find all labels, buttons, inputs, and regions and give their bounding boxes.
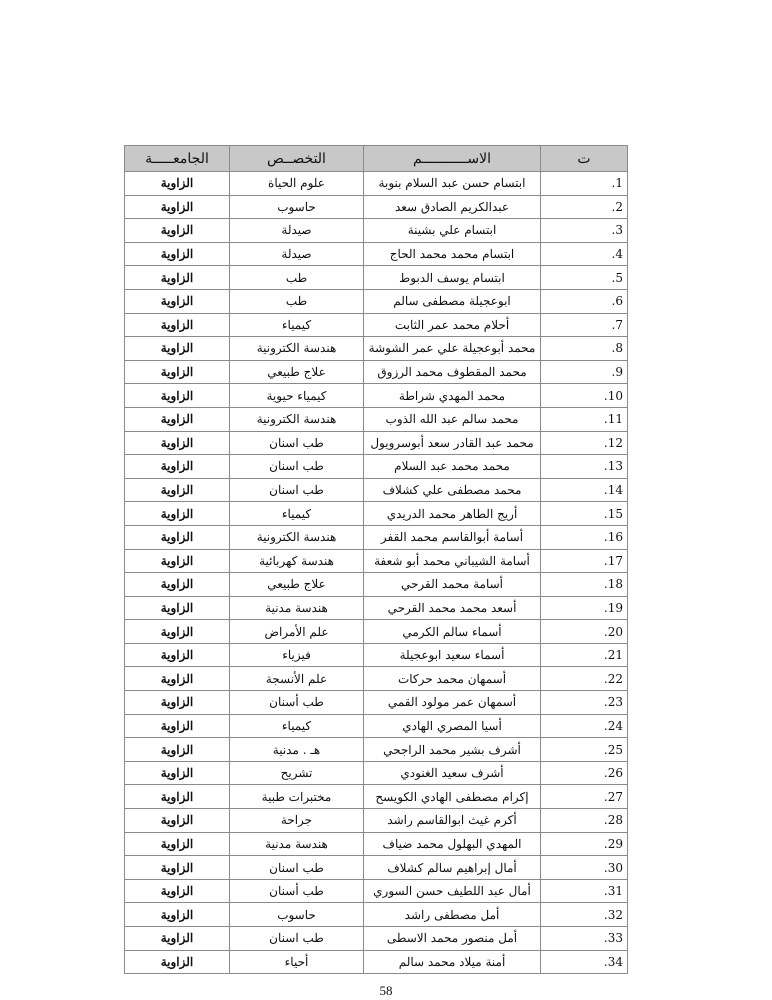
row-name: أكرم غيث ابوالقاسم راشد (364, 809, 541, 833)
row-number: 13. (541, 455, 628, 479)
row-number: 28. (541, 809, 628, 833)
row-name: أسعد محمد محمد القرحي (364, 596, 541, 620)
header-specialty: التخصــص (230, 146, 364, 172)
row-number: 33. (541, 927, 628, 951)
row-university: الزاوية (125, 502, 230, 526)
row-university: الزاوية (125, 785, 230, 809)
row-name: أشرف بشير محمد الراجحي (364, 738, 541, 762)
row-university: الزاوية (125, 455, 230, 479)
page-number: 58 (379, 983, 393, 998)
row-specialty: صيدلة (230, 242, 364, 266)
row-specialty: حاسوب (230, 195, 364, 219)
row-university: الزاوية (125, 360, 230, 384)
row-university: الزاوية (125, 620, 230, 644)
table-row (125, 667, 628, 691)
row-number: 20. (541, 620, 628, 644)
table-row (125, 879, 628, 903)
row-number: 19. (541, 596, 628, 620)
row-specialty: طب اسنان (230, 856, 364, 880)
row-specialty: علاج طبيعي (230, 360, 364, 384)
row-university: الزاوية (125, 525, 230, 549)
table-row (125, 761, 628, 785)
row-university: الزاوية (125, 431, 230, 455)
row-number: 14. (541, 478, 628, 502)
row-name: أحلام محمد عمر الثابت (364, 313, 541, 337)
row-name: أمال إبراهيم سالم كشلاف (364, 856, 541, 880)
row-name: محمد سالم عبد الله الذوب (364, 407, 541, 431)
table-row (125, 549, 628, 573)
row-name: محمد المقطوف محمد الرزوق (364, 360, 541, 384)
row-name: ابتسام علي بشينة (364, 219, 541, 243)
row-number: 16. (541, 525, 628, 549)
row-name: ابتسام محمد محمد الحاج (364, 242, 541, 266)
row-specialty: هندسة مدنية (230, 832, 364, 856)
row-specialty: هـ . مدنية (230, 738, 364, 762)
row-specialty: هندسة كهربائية (230, 549, 364, 573)
row-specialty: علاج طبيعي (230, 573, 364, 597)
table-row (125, 785, 628, 809)
row-university: الزاوية (125, 384, 230, 408)
row-name: أسمهان عمر مولود القمي (364, 691, 541, 715)
row-number: 1. (541, 172, 628, 196)
row-university: الزاوية (125, 596, 230, 620)
row-specialty: طب (230, 266, 364, 290)
row-specialty: أحياء (230, 950, 364, 974)
table-row (125, 714, 628, 738)
table-row (125, 289, 628, 313)
table-row (125, 596, 628, 620)
table-row (125, 950, 628, 974)
row-number: 12. (541, 431, 628, 455)
row-number: 15. (541, 502, 628, 526)
row-specialty: فيزياء (230, 643, 364, 667)
row-university: الزاوية (125, 478, 230, 502)
row-university: الزاوية (125, 903, 230, 927)
row-name: المهدي البهلول محمد ضياف (364, 832, 541, 856)
row-number: 6. (541, 289, 628, 313)
row-specialty: مختبرات طبية (230, 785, 364, 809)
table-row (125, 384, 628, 408)
row-name: محمد أبوعجيلة علي عمر الشوشة (364, 337, 541, 361)
header-university: الجامعـــــة (125, 146, 230, 172)
row-university: الزاوية (125, 856, 230, 880)
row-number: 10. (541, 384, 628, 408)
row-name: محمد عبد القادر سعد أبوسرويول (364, 431, 541, 455)
row-number: 29. (541, 832, 628, 856)
row-number: 23. (541, 691, 628, 715)
row-name: ابوعجيلة مصطفى سالم (364, 289, 541, 313)
row-number: 3. (541, 219, 628, 243)
row-university: الزاوية (125, 667, 230, 691)
row-specialty: علم الأنسجة (230, 667, 364, 691)
row-name: إكرام مصطفى الهادي الكويسح (364, 785, 541, 809)
row-name: أشرف سعيد الغنودي (364, 761, 541, 785)
row-name: أسمهان محمد حركات (364, 667, 541, 691)
table-row (125, 903, 628, 927)
row-specialty: هندسة الكترونية (230, 525, 364, 549)
table-row (125, 242, 628, 266)
row-name: أسماء سالم الكرمي (364, 620, 541, 644)
row-specialty: علم الأمراض (230, 620, 364, 644)
row-name: أريج الطاهر محمد الدريدي (364, 502, 541, 526)
row-number: 21. (541, 643, 628, 667)
row-name: أمال عبد اللطيف حسن السوري (364, 879, 541, 903)
row-name: أسامة أبوالقاسم محمد القفر (364, 525, 541, 549)
row-university: الزاوية (125, 832, 230, 856)
row-specialty: كيمياء (230, 313, 364, 337)
table-row (125, 455, 628, 479)
row-name: أمنة ميلاد محمد سالم (364, 950, 541, 974)
row-university: الزاوية (125, 738, 230, 762)
row-name: محمد محمد عبد السلام (364, 455, 541, 479)
row-number: 4. (541, 242, 628, 266)
row-university: الزاوية (125, 266, 230, 290)
table-row (125, 691, 628, 715)
row-number: 2. (541, 195, 628, 219)
row-specialty: طب اسنان (230, 478, 364, 502)
row-university: الزاوية (125, 573, 230, 597)
row-university: الزاوية (125, 879, 230, 903)
row-university: الزاوية (125, 714, 230, 738)
row-number: 8. (541, 337, 628, 361)
row-university: الزاوية (125, 691, 230, 715)
row-specialty: هندسة الكترونية (230, 337, 364, 361)
row-number: 30. (541, 856, 628, 880)
row-specialty: علوم الحياة (230, 172, 364, 196)
table-row (125, 195, 628, 219)
row-name: محمد المهدي شراطة (364, 384, 541, 408)
row-name: ابتسام حسن عبد السلام بنوبة (364, 172, 541, 196)
row-number: 22. (541, 667, 628, 691)
table-row (125, 809, 628, 833)
row-university: الزاوية (125, 195, 230, 219)
table-row (125, 407, 628, 431)
row-name: أسامة الشيباني محمد أبو شعفة (364, 549, 541, 573)
table-row (125, 738, 628, 762)
row-number: 11. (541, 407, 628, 431)
row-university: الزاوية (125, 549, 230, 573)
row-number: 34. (541, 950, 628, 974)
row-specialty: جراحة (230, 809, 364, 833)
row-specialty: طب (230, 289, 364, 313)
row-university: الزاوية (125, 313, 230, 337)
row-number: 25. (541, 738, 628, 762)
row-specialty: طب اسنان (230, 455, 364, 479)
row-specialty: طب اسنان (230, 927, 364, 951)
row-university: الزاوية (125, 643, 230, 667)
row-university: الزاوية (125, 289, 230, 313)
row-university: الزاوية (125, 337, 230, 361)
row-number: 18. (541, 573, 628, 597)
table-row (125, 266, 628, 290)
row-university: الزاوية (125, 809, 230, 833)
row-specialty: طب اسنان (230, 431, 364, 455)
row-number: 26. (541, 761, 628, 785)
row-name: أمل منصور محمد الاسطى (364, 927, 541, 951)
row-specialty: صيدلة (230, 219, 364, 243)
table-row (125, 525, 628, 549)
row-number: 5. (541, 266, 628, 290)
row-specialty: كيمياء حيوية (230, 384, 364, 408)
table-row (125, 927, 628, 951)
row-specialty: طب أسنان (230, 691, 364, 715)
row-university: الزاوية (125, 407, 230, 431)
table-row (125, 431, 628, 455)
row-university: الزاوية (125, 219, 230, 243)
row-number: 27. (541, 785, 628, 809)
row-number: 7. (541, 313, 628, 337)
table-row (125, 856, 628, 880)
row-specialty: طب أسنان (230, 879, 364, 903)
table-row (125, 313, 628, 337)
table-body (125, 172, 628, 974)
row-name: أسيا المصري الهادي (364, 714, 541, 738)
header-name: الاســـــــــــم (364, 146, 541, 172)
row-university: الزاوية (125, 761, 230, 785)
row-specialty: تشريح (230, 761, 364, 785)
row-number: 24. (541, 714, 628, 738)
row-specialty: هندسة الكترونية (230, 407, 364, 431)
row-specialty: هندسة مدنية (230, 596, 364, 620)
row-name: أسماء سعيد ابوعجيلة (364, 643, 541, 667)
row-university: الزاوية (125, 172, 230, 196)
table-row (125, 337, 628, 361)
table-row (125, 502, 628, 526)
header-number: ت (541, 146, 628, 172)
table-row (125, 620, 628, 644)
table-row (125, 172, 628, 196)
row-specialty: كيمياء (230, 502, 364, 526)
row-name: محمد مصطفى علي كشلاف (364, 478, 541, 502)
table-row (125, 643, 628, 667)
table-row (125, 478, 628, 502)
row-number: 32. (541, 903, 628, 927)
row-number: 31. (541, 879, 628, 903)
row-name: عبدالكريم الصادق سعد (364, 195, 541, 219)
table-row (125, 832, 628, 856)
row-university: الزاوية (125, 927, 230, 951)
row-name: أسامة محمد القرحي (364, 573, 541, 597)
table-row (125, 360, 628, 384)
table-row (125, 219, 628, 243)
table-header-row (125, 146, 628, 172)
row-number: 9. (541, 360, 628, 384)
row-name: أمل مصطفى راشد (364, 903, 541, 927)
row-university: الزاوية (125, 950, 230, 974)
row-specialty: حاسوب (230, 903, 364, 927)
table-row (125, 573, 628, 597)
row-name: ابتسام يوسف الدبوط (364, 266, 541, 290)
row-university: الزاوية (125, 242, 230, 266)
row-number: 17. (541, 549, 628, 573)
row-specialty: كيمياء (230, 714, 364, 738)
students-table (124, 145, 628, 974)
